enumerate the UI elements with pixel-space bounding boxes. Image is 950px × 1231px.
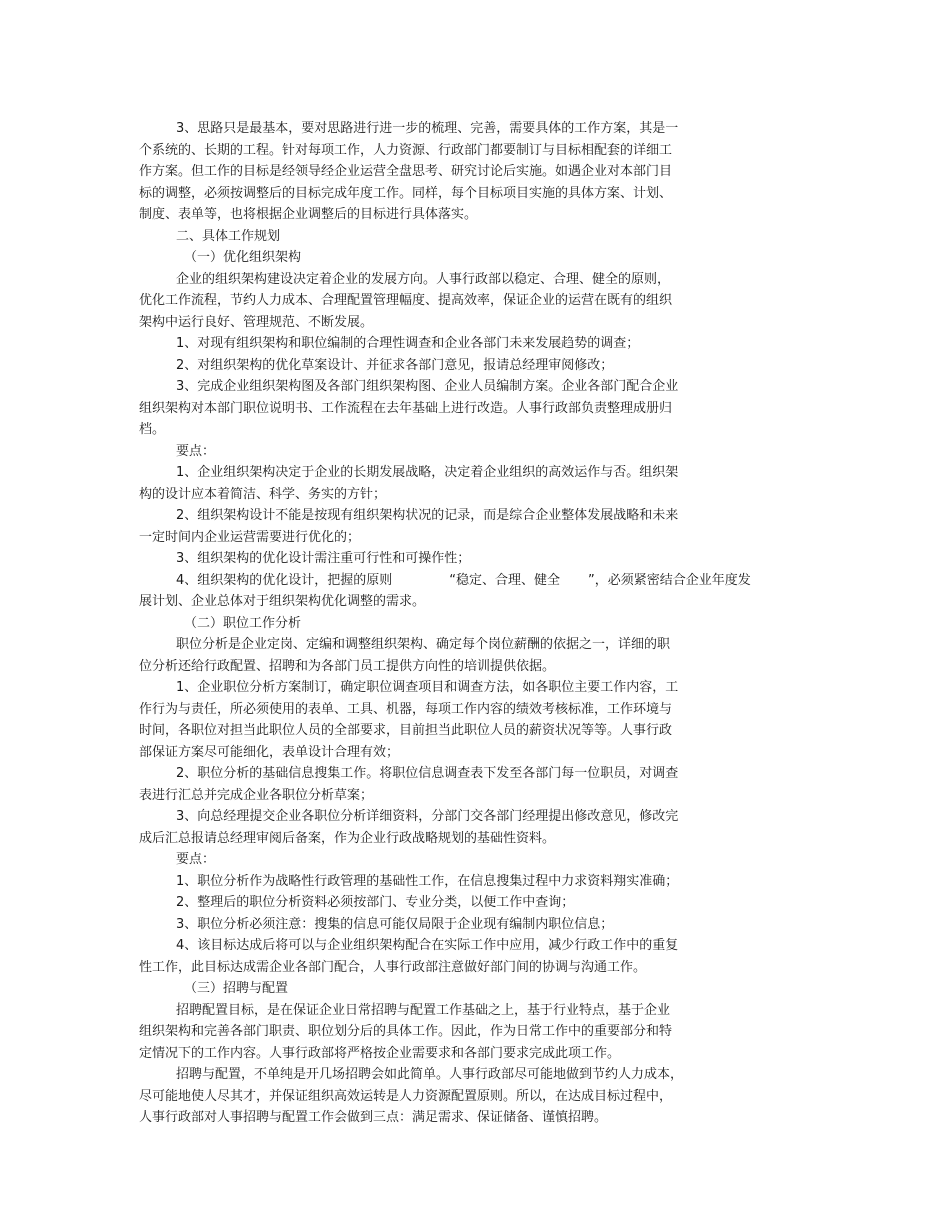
paragraph-line: 职位分析是企业定岗、定编和调整组织架构、确定每个岗位薪酬的依据之一，详细的职 <box>176 637 671 652</box>
subsection-heading: （二）职位工作分析 <box>184 615 302 631</box>
paragraph-line: 3、思路只是最基本，要对思路进行进一步的梳理、完善，需要具体的工作方案，其是一 <box>176 121 679 136</box>
paragraph-line: 标的调整，必须按调整后的目标完成年度工作。同样，每个目标项目实施的具体方案、计划、 <box>139 185 673 201</box>
subsection-heading: （三）招聘与配置 <box>184 981 289 996</box>
paragraph-line: 作行为与责任，所必须使用的表单、工具、机器，每项工作内容的绩效考核标准，工作环境与 <box>139 701 673 717</box>
paragraph-line: 部保证方案尽可能细化，表单设计合理有效； <box>139 744 400 760</box>
list-item: 3、职位分析必须注意：搜集的信息可能仅局限于企业现有编制内职位信息； <box>176 916 614 932</box>
paragraph-line: 性工作，此目标达成需企业各部门配合，人事行政部注意做好部门间的协调与沟通工作。 <box>139 959 647 975</box>
paragraph-line: 位分析还给行政配置、招聘和为各部门员工提供方向性的培训提供依据。 <box>139 658 556 674</box>
paragraph-line: 组织架构和完善各部门职责、职位划分后的具体工作。因此，作为日常工作中的重要部分和特 <box>139 1024 673 1039</box>
paragraph-line: 人事行政部对人事招聘与配置工作会做到三点：满足需求、保证储备、谨慎招聘。 <box>139 1110 608 1125</box>
paragraph-line: 尽可能地使人尽其才，并保证组织高效运转是人力资源配置原则。所以，在达成目标过程中， <box>139 1088 673 1104</box>
paragraph-line: 成后汇总报请总经理审阅后备案，作为企业行政战略规划的基础性资料。 <box>139 830 556 846</box>
text-segment: ”，必须紧密结合企业年度发 <box>588 572 751 588</box>
list-item: 2、组织架构设计不能是按现有组织架构状况的记录，而是综合企业整体发展战略和未来 <box>176 508 679 523</box>
text-segment: 4、组织架构的优化设计，把握的原则 <box>176 572 393 588</box>
key-points-label: 要点： <box>176 852 216 867</box>
list-item: 1、职位分析作为战略性行政管理的基础性工作，在信息搜集过程中力求资料翔实准确； <box>176 873 679 889</box>
list-item: 2、对组织架构的优化草案设计、并征求各部门意见，报请总经理审阅修改； <box>176 357 614 373</box>
paragraph-line: 企业的组织架构建设决定着企业的发展方向。人事行政部以稳定、合理、健全的原则， <box>176 271 671 287</box>
paragraph-line: 时间，各职位对担当此职位人员的全部要求，目前担当此职位人员的薪资状况等等。人事行政 <box>139 723 673 738</box>
key-points-label: 要点： <box>176 443 216 459</box>
list-item: 1、企业职位分析方案制订，确定职位调查项目和调查方法，如各职位主要工作内容，工 <box>176 680 679 695</box>
list-item <box>139 570 751 592</box>
section-heading: 二、具体工作规划 <box>176 228 281 244</box>
paragraph-line: 招聘与配置，不单纯是开几场招聘会如此简单。人事行政部尽可能地做到节约人力成本， <box>176 1067 684 1082</box>
text-segment: “稳定、合理、健全 <box>449 572 561 588</box>
paragraph-line: 组织架构对本部门职位说明书、工作流程在去年基础上进行改造。人事行政部负责整理成册归 <box>139 400 673 416</box>
subsection-heading: （一）优化组织架构 <box>184 250 302 265</box>
paragraph-line: 构的设计应本着简洁、科学、务实的方针； <box>139 486 387 502</box>
paragraph-line: 档。 <box>139 422 166 437</box>
list-item: 1、企业组织架构决定于企业的长期发展战略，决定着企业组织的高效运作与否。组织架 <box>176 465 679 480</box>
list-item: 1、对现有组织架构和职位编制的合理性调查和企业各部门未来发展趋势的调查； <box>176 336 640 351</box>
paragraph-line: 表进行汇总并完成企业各职位分析草案； <box>139 787 374 803</box>
list-item: 3、完成企业组织架构图及各部门组织架构图、企业人员编制方案。企业各部门配合企业 <box>176 379 679 394</box>
paragraph-line: 制度、表单等，也将根据企业调整后的目标进行具体落实。 <box>139 207 478 222</box>
list-item: 2、整理后的职位分析资料必须按部门、专业分类，以便工作中查询； <box>176 895 575 910</box>
paragraph-line: 架构中运行良好、管理规范、不断发展。 <box>139 314 374 330</box>
list-item: 4、该目标达成后将可以与企业组织架构配合在实际工作中应用，减少行政工作中的重复 <box>176 938 679 953</box>
paragraph-line: 定情况下的工作内容。人事行政部将严格按企业需要求和各部门要求完成此项工作。 <box>139 1045 621 1061</box>
list-item: 3、向总经理提交企业各职位分析详细资料，分部门交各部门经理提出修改意见，修改完 <box>176 809 679 824</box>
paragraph-line: 一定时间内企业运营需要进行优化的； <box>139 529 361 545</box>
list-item: 2、职位分析的基础信息搜集工作。将职位信息调查表下发至各部门每一位职员，对调查 <box>176 766 679 781</box>
paragraph-line: 招聘配置目标，是在保证企业日常招聘与配置工作基础之上，基于行业特点，基于企业 <box>176 1002 671 1018</box>
paragraph-line: 作方案。但工作的目标是经领导经企业运营全盘思考、研究讨论后实施。如遇企业对本部门目 <box>139 164 673 179</box>
paragraph-line: 展计划、企业总体对于组织架构优化调整的需求。 <box>139 594 426 609</box>
list-item: 3、组织架构的优化设计需注重可行性和可操作性； <box>176 551 471 566</box>
paragraph-line: 个系统的、长期的工程。针对每项工作，人力资源、行政部门都要制订与目标相配套的详细工 <box>139 142 673 158</box>
document-body <box>139 118 751 1129</box>
paragraph-line: 优化工作流程，节约人力成本、合理配置管理幅度、提高效率，保证企业的运营在既有的组织 <box>139 293 673 308</box>
